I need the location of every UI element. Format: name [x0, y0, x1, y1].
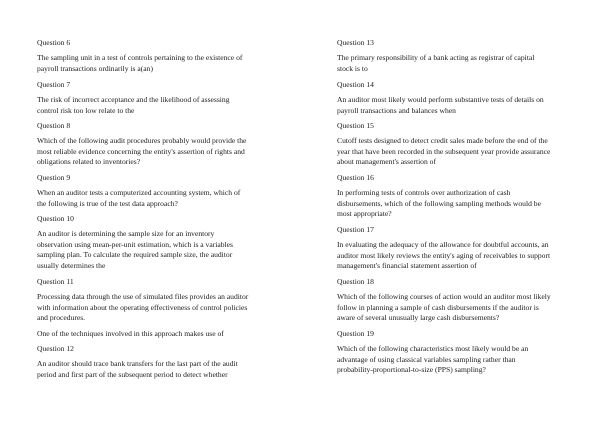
question-6-text: The sampling unit in a test of controls pertaining to the existence of payroll transactions ordinarily is a(an): [37, 53, 243, 73]
question-13-text: The primary responsibility of a bank acting as registrar of capital stock is to: [337, 53, 535, 73]
question-18-heading: Question 18: [337, 277, 374, 286]
question-7-text: The risk of incorrect acceptance and the likelihood of assessing control risk too low relate to the: [37, 95, 230, 115]
question-15-text: Cutoff tests designed to detect credit sales made before the end of the year that have been recorded in the subsequent year provide assurance about management's assertion of: [337, 136, 551, 167]
question-16-heading: Question 16: [337, 173, 374, 182]
question-10-text: An auditor is determining the sample size for an inventory observation using mean-per-unit estimation, which is a variables sampling plan. To calculate the required sample size, the auditor usually determines the: [37, 229, 233, 270]
question-17-heading: Question 17: [337, 225, 374, 234]
question-6-heading: Question 6: [37, 38, 71, 47]
question-16-text: In performing tests of controls over authorization of cash disbursements, which of the following sampling methods would be most appropriate?: [337, 188, 541, 219]
question-10-heading: Question 10: [37, 214, 74, 223]
question-12-heading: Question 12: [37, 344, 74, 353]
question-8-heading: Question 8: [37, 121, 71, 130]
question-19-text: Which of the following characteristics most likely would be an advantage of using classical variables sampling rather than probability-proportional-to-size (PPS) sampling?: [337, 344, 529, 375]
question-19-heading: Question 19: [337, 329, 374, 338]
question-17-text: In evaluating the adequacy of the allowance for doubtful accounts, an auditor most likely reviews the entity's aging of receivables to support management's financial statement assertion of: [337, 240, 551, 271]
question-15-heading: Question 15: [337, 121, 374, 130]
question-14-heading: Question 14: [337, 80, 374, 89]
question-11-heading: Question 11: [37, 277, 74, 286]
question-8-text: Which of the following audit procedures probably would provide the most reliable evidence concerning the entity's assertion of rights and obligations related to inventories?: [37, 136, 247, 167]
question-9-heading: Question 9: [37, 173, 71, 182]
question-14-text: An auditor most likely would perform substantive tests of details on payroll transactions and balances when: [337, 95, 544, 115]
question-18-text: Which of the following courses of action would an auditor most likely follow in planning a sample of cash disbursements if the auditor is aware of several unusually large cash disbursements?: [337, 292, 551, 323]
question-11-text: Processing data through the use of simulated files provides an auditor with information about the operating effectiveness of control policies and procedures.: [37, 292, 249, 323]
question-11-extra: One of the techniques involved in this approach makes use of: [37, 329, 224, 338]
question-9-text: When an auditor tests a computerized accounting system, which of the following is true of the test data approach?: [37, 188, 241, 208]
question-13-heading: Question 13: [337, 38, 374, 47]
question-7-heading: Question 7: [37, 80, 71, 89]
question-12-text: An auditor should trace bank transfers for the last part of the audit period and first part of the subsequent period to detect whether: [37, 359, 238, 379]
